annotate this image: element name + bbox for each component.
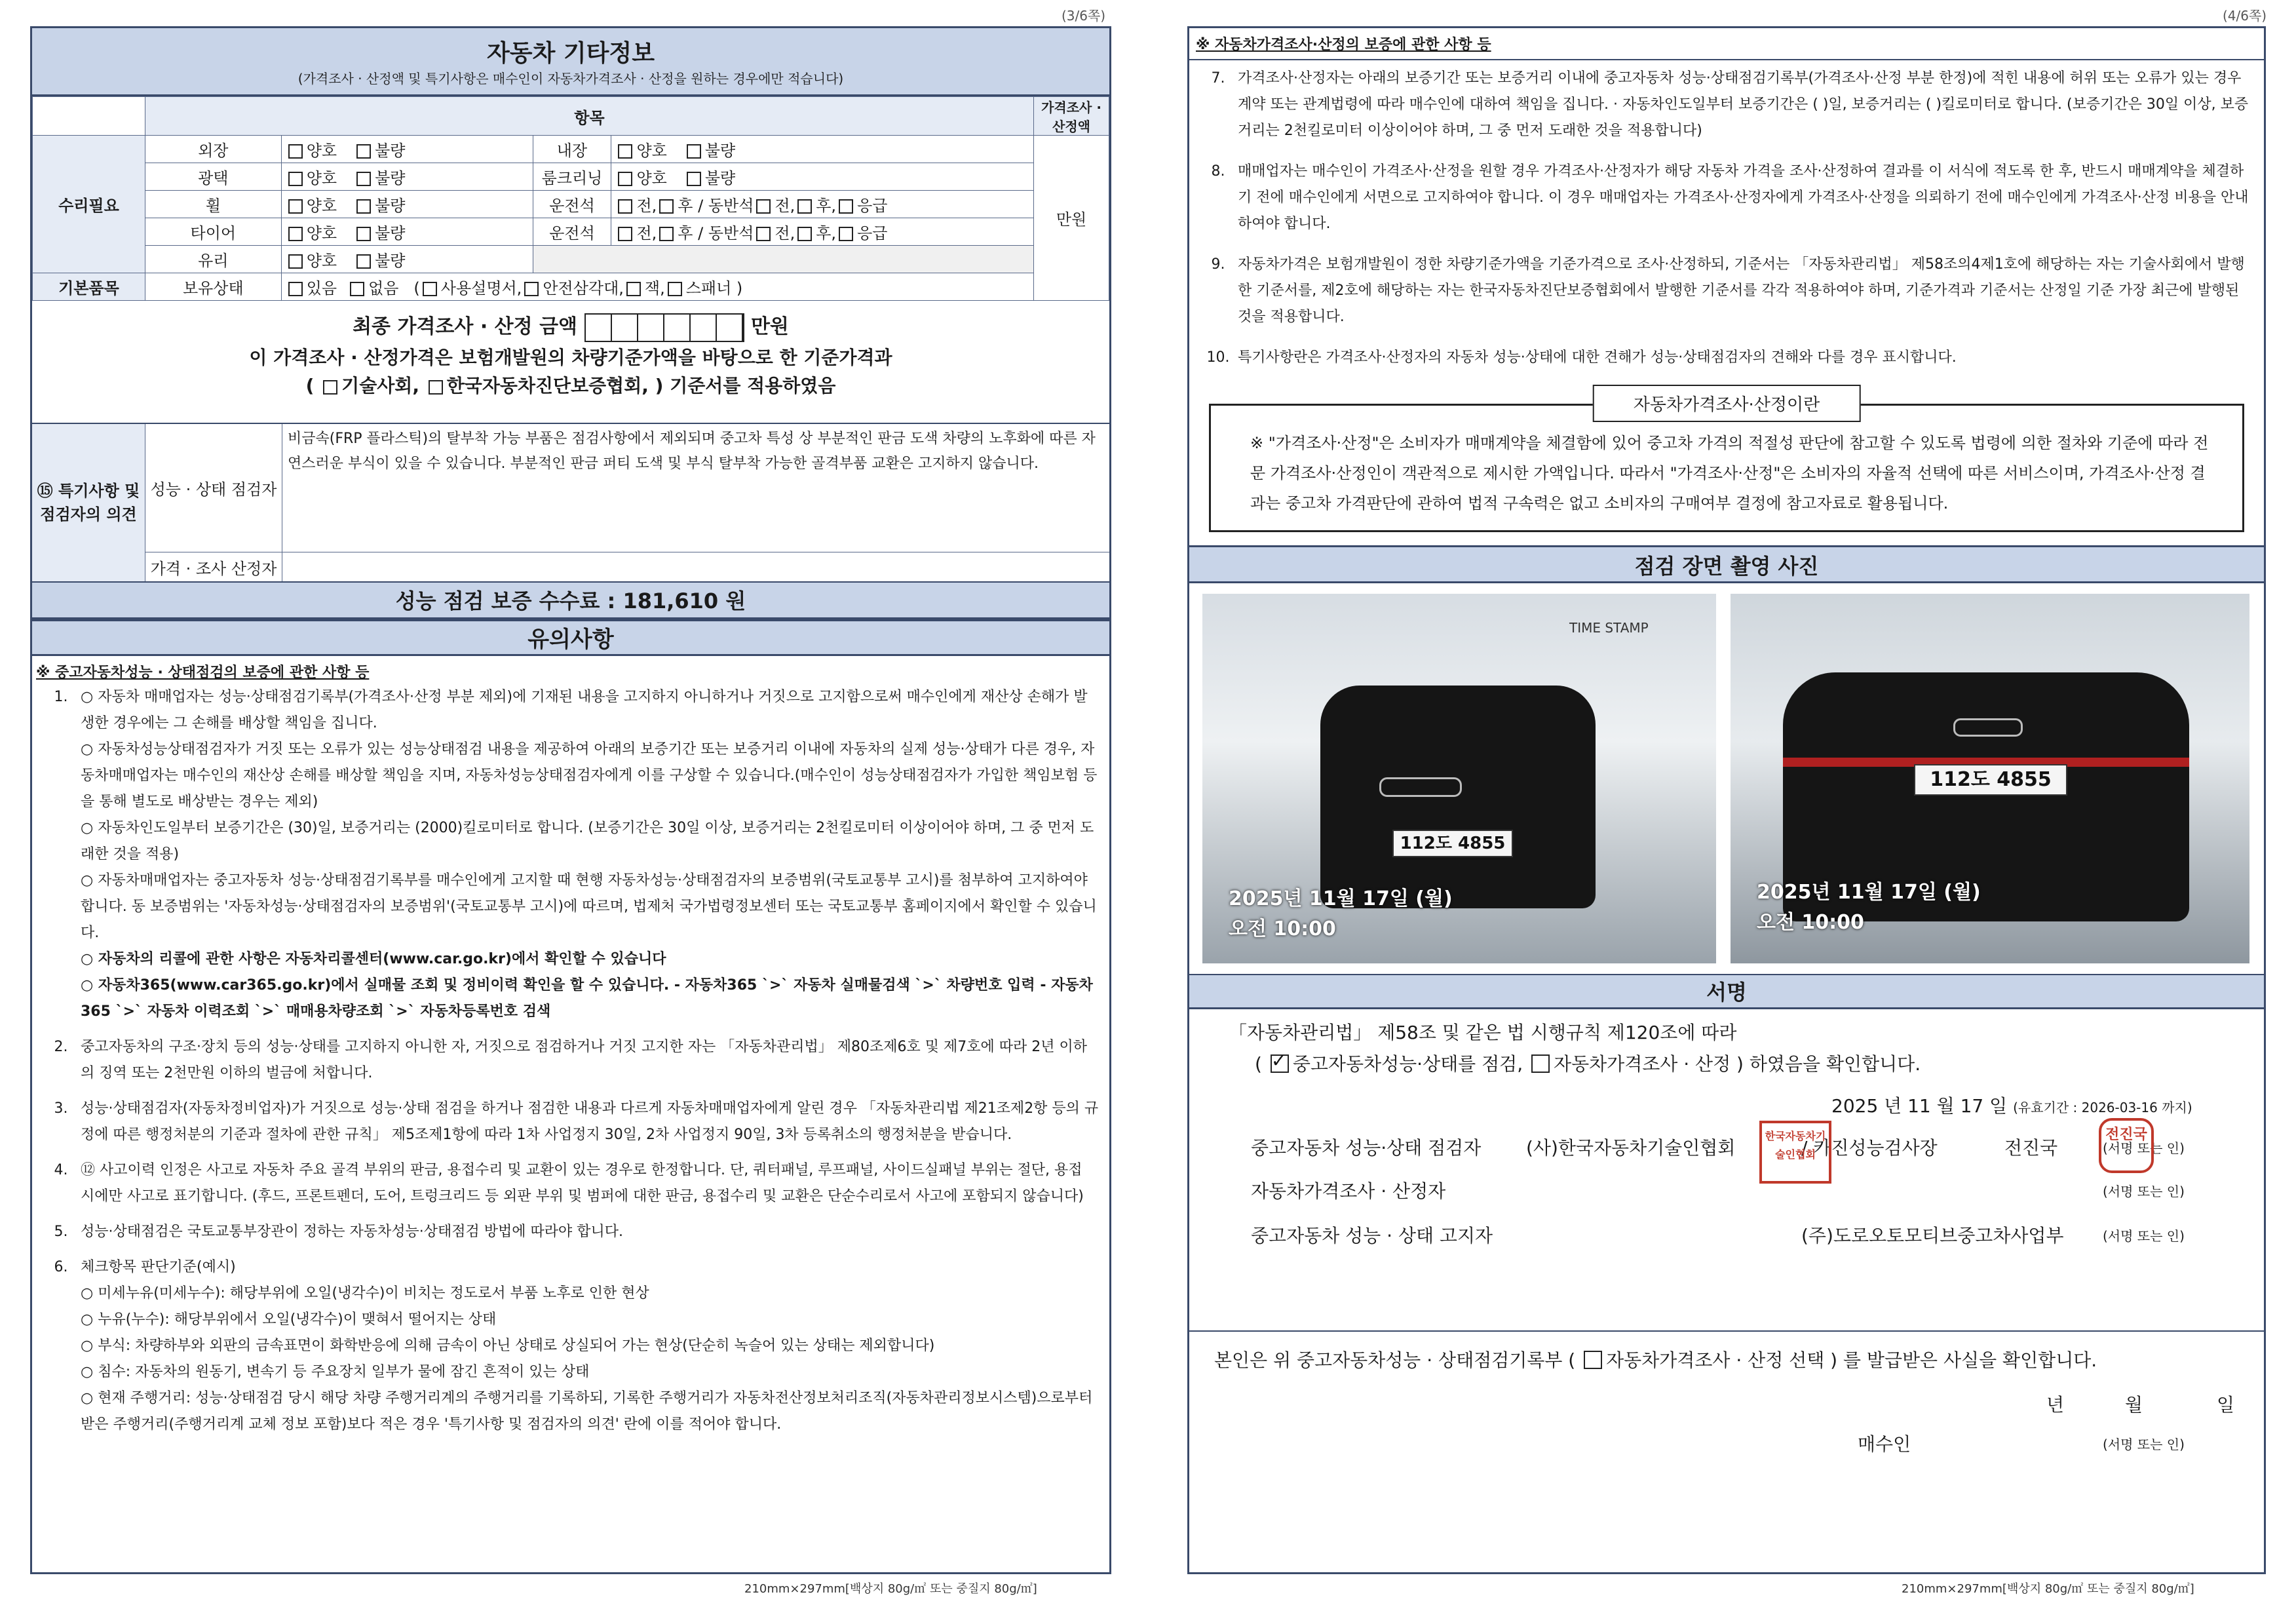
page-number-right: (4/6쪽) [2223, 8, 2267, 24]
repair-item: 외장 [145, 136, 281, 163]
time-stamp-label: TIME STAMP [1569, 620, 1649, 636]
photo-time: 오전 10:00 [1757, 911, 1864, 934]
left-page [30, 26, 1111, 1574]
note-1: 1. ○ 자동차 매매업자는 성능·상태점검기록부(가격조사·산정 부분 제외)에 기재된 내용을 고지하지 아니하거나 거짓으로 고지함으로써 매수인에게 재산상 손해가 발생한 경우에는 그 손해를 배상할 책임을 집니다. ○ 자동차성능상태점검자가 거짓 또는 오류가 있는 성능상태점검 내용을 제공하여 아래의 보증기간 또는 보증거리 이내에 자동차의 실제 성능·상태가 다른 경우, 자동차매매업자는 매수인의 재산상 손해를 배상할 책임을 지며, 자동차성능상태점검자에게 이를 구상할 수 있습니다.(매수인이 성능상태점검자가 가입한 책임보험 등을 통해 별도로 배상받는 경우는 제외) ○ 자동차인도일부터 보증기간은 (30)일, 보증거리는 (2000)킬로미터로 합니다. (보증기간은 30일 이상, 보증거리는 2천킬로미터 이상이어야 하며, 그 중 먼저 도래한 것을 적용) ○ 자동차매매업자는 중고자동차 성능·상태점검기록부를 매수인에게 고지할 때 현행 자동차성능·상태점검자의 보증범위(국토교통부 고시)를 첨부하여 고지하여야 합니다. 동 보증범위는 '자동차성능·상태점검자의 보증범위'(국토교통부 고시)에 따르며, 법제처 국가법령정보센터 또는 국토교통부 홈페이지에서 확인할 수 있습니다. ○ 자동차의 리콜에 관한 사항은 자동차리콜센터(www.car.go.kr)에서 확인할 수 있습니다 ○ 자동차365(www.car365.go.kr)에서 실매물 조회 및 정비이력 확인을 할 수 있습니다. - 자동차365 `>` 자동차 실매물검색 `>` 차량번호 입력 - 자동차365 `>` 자동차 이력조회 `>` 매매용차량조회 `>` 자동차등록번호 검색 [54, 689, 1098, 1020]
checkbox[interactable] [687, 144, 701, 159]
page-number-left: (3/6쪽) [1062, 8, 1106, 24]
front-photo [1202, 594, 1716, 963]
repair-item: 운전석 [533, 191, 611, 218]
checkbox[interactable] [288, 227, 303, 241]
photo-date: 2025년 11월 17일 (월) [1229, 887, 1453, 910]
checkbox[interactable] [356, 199, 371, 214]
receipt-month: 월 [2125, 1394, 2143, 1416]
inspector-role: 중고자동차 성능·상태 점검자 [1251, 1137, 1482, 1159]
repair-options: 양호 불량 [281, 191, 533, 218]
final-price-unit: 만원 [750, 315, 789, 338]
appraiser-role: 자동차가격조사 · 산정자 [1251, 1180, 1446, 1202]
repair-item: 내장 [533, 136, 611, 163]
page-subtitle: (가격조사 · 산정액 및 특기사항은 매수인이 자동차가격조사 · 산정을 원하는 경우에만 적습니다) [297, 71, 844, 87]
definition-title: 자동차가격조사·산정이란 [1593, 385, 1861, 422]
law-line: 「자동차관리법」 제58조 및 같은 법 시행규칙 제120조에 따라 [1229, 1022, 1737, 1043]
inspector-seal: 전진국 [2099, 1118, 2154, 1173]
inspector-opinion: 비금속(FRP 플라스틱)의 탈부착 가능 부품은 점검사항에서 제외되며 중고차 특성 상 부분적인 판금 도색 차량의 노후화에 따른 자연스러운 부식이 있을 수 있습니다. 부분적인 판금 퍼티 도색 및 부식 탈부착 가능한 골격부품 교환은 고지하지 않습니다. [288, 431, 1096, 472]
photo-area [1189, 583, 2264, 975]
repair-options: 양호 불량 [281, 218, 533, 246]
checkbox[interactable] [423, 282, 437, 296]
checkbox-performance[interactable] [1271, 1054, 1289, 1073]
checkbox[interactable] [288, 199, 303, 214]
inspector-shop: / 카진성능검사장 [1801, 1137, 1938, 1159]
checkbox[interactable] [288, 282, 303, 296]
fee-band: 성능 점검 보증 수수료 : 181,610 원 [32, 583, 1109, 619]
caution-title: 유의사항 [32, 619, 1109, 656]
sign-title: 서명 [1189, 975, 2264, 1009]
seat-options: 전, 후 / 동반석 전, 후, 응급 [611, 191, 1034, 218]
repair-options: 양호 불량 [281, 246, 533, 273]
repair-item: 휠 [145, 191, 281, 218]
price-unit: 만원 [1034, 136, 1109, 301]
right-page [1187, 26, 2266, 1574]
sign-date: 2025 년 11 월 17 일 (유효기간 : 2026-03-16 까지) [1831, 1095, 2192, 1117]
checkbox[interactable] [797, 199, 812, 214]
page-title: 자동차 기타정보 [487, 40, 655, 67]
checkbox[interactable] [524, 282, 539, 296]
note-7: 7. 가격조사·산정자는 아래의 보증기간 또는 보증거리 이내에 중고자동차 성능·상태점검기록부(가격조사·산정 부분 한정)에 적힌 내용에 허위 또는 오류가 있는 경우 계약 또는 관계법령에 따라 매수인에 대하여 책임을 집니다. · 자동차인도일부터 보증기간은 ( )일, 보증거리는 ( )킬로미터로 합니다. (보증기간은 30일 이상, 보증거리는 2천킬로미터 이상이어야 하며, 그 중 먼저 도래한 것을 적용합니다) [1211, 70, 2249, 139]
right-header: ※ 자동차가격조사·산정의 보증에 관한 사항 등 [1189, 28, 2264, 60]
checkbox[interactable] [356, 227, 371, 241]
checkbox-price[interactable] [1531, 1054, 1550, 1073]
checkbox[interactable] [618, 172, 632, 186]
footer-right: 210mm×297mm[백상지 80g/㎡ 또는 중질지 80g/㎡] [1902, 1582, 2194, 1596]
receipt-section [1189, 1332, 2264, 1489]
repair-table [32, 96, 1109, 301]
checkbox[interactable] [356, 254, 371, 269]
repair-item: 운전석 [533, 218, 611, 246]
repair-item: 타이어 [145, 218, 281, 246]
note-2: 2. 중고자동차의 구조·장치 등의 성능·상태를 고지하지 아니한 자, 거짓으로 점검하거나 거짓 고지한 자는 「자동차관리법」 제80조제6호 및 제7호에 따라 2년 이하의 징역 또는 2천만원 이하의 벌금에 처합니다. [54, 1039, 1087, 1081]
repair-options: 양호 불량 [281, 163, 533, 191]
repair-item: 유리 [145, 246, 281, 273]
checkbox[interactable] [797, 227, 812, 241]
special-label: ⑮ 특기사항 및 점검자의 의견 [32, 424, 145, 581]
checkbox[interactable] [618, 199, 632, 214]
checkbox[interactable] [288, 144, 303, 159]
checkbox[interactable] [687, 172, 701, 186]
checkbox[interactable] [839, 199, 853, 214]
inspector-label: 성능 · 상태 점검자 [145, 424, 282, 552]
checkbox[interactable] [618, 144, 632, 159]
sig-note: (서명 또는 인) [2103, 1140, 2185, 1156]
receipt-day: 일 [2217, 1394, 2235, 1416]
photo-time: 오전 10:00 [1229, 918, 1336, 940]
checkbox[interactable] [659, 227, 674, 241]
license-plate: 112도 4855 [1914, 764, 2067, 796]
checkbox[interactable] [756, 199, 771, 214]
checkbox[interactable] [756, 227, 771, 241]
price-definition-box [1209, 395, 2244, 532]
note-5: 5. 성능·상태점검은 국토교통부장관이 정하는 자동차성능·상태점검 방법에 따라야 합니다. [54, 1224, 624, 1240]
notifier-role: 중고자동차 성능 · 상태 고지자 [1251, 1225, 1493, 1247]
basic-options: 있음 없음 ( 사용설명서, 안전삼각대, 잭, 스패너 ) [281, 273, 1033, 301]
repair-options: 양호 불량 [281, 136, 533, 163]
checkbox[interactable] [839, 227, 853, 241]
checkbox-price-select[interactable] [1584, 1351, 1602, 1369]
repair-item: 광택 [145, 163, 281, 191]
sig-note: (서명 또는 인) [2103, 1228, 2185, 1244]
seat-options: 전, 후 / 동반석 전, 후, 응급 [611, 218, 1034, 246]
note-6: 6. 체크항목 판단기준(예시) ○ 미세누유(미세누수): 해당부위에 오일(냉각수)이 비치는 정도로서 부품 노후로 인한 현상 ○ 누유(누수): 해당부위에서 오일(냉각수)이 맺혀서 떨어지는 상태 ○ 부식: 차량하부와 외판의 금속표면이 화학반응에 의해 금속이 아닌 상태로 상실되어 가는 현상(단순히 녹슬어 있는 상태는 제외합니다) ○ 침수: 자동차의 원동기, 변속기 등 주요장치 일부가 물에 잠긴 흔적이 있는 상태 ○ 현재 주행거리: 성능·상태점검 당시 해당 차량 주행거리계의 주행거리를 기록하되, 기록한 주행거리가 자동차전산정보처리조직(자동차관리정보시스템)으로부터 받은 주행거리(주행거리계 교체 정보 포함)보다 적은 경우 '특기사항 및 점검자의 의견' 란에 이를 적어야 합니다. [54, 1259, 1093, 1433]
note-4: 4. ⑫ 사고이력 인정은 사고로 자동차 주요 골격 부위의 판금, 용접수리 및 교환이 있는 경우로 한정합니다. 단, 쿼터패널, 루프패널, 사이드실패널 부위는 절단, 용접 시에만 사고로 표기합니다. (후드, 프론트펜더, 도어, 트렁크리드 등 외판 부위 및 범퍼에 대한 판금, 용접수리 및 교환은 단순수리로서 사고에 포함되지 않습니다) [54, 1162, 1084, 1205]
footer-left: 210mm×297mm[백상지 80g/㎡ 또는 중질지 80g/㎡] [744, 1582, 1037, 1596]
checkbox[interactable] [288, 254, 303, 269]
checkbox-diag-assoc[interactable] [429, 380, 443, 395]
rear-photo [1731, 594, 2249, 963]
price-notes [1189, 60, 2264, 371]
repair-label: 수리필요 [33, 136, 145, 273]
notifier-org: (주)도로오토모티브중고차사업부 [1801, 1225, 2064, 1247]
checkbox[interactable] [356, 172, 371, 186]
inspector-org: (사)한국자동차기술인협회 [1526, 1137, 1736, 1159]
car-logo [1953, 718, 2023, 737]
photo-date: 2025년 11월 17일 (월) [1757, 881, 1981, 904]
receipt-line: 본인은 위 중고자동차성능 · 상태점검기록부 ( 자동차가격조사 · 산정 선택 ) 를 발급받은 사실을 확인합니다. [1214, 1349, 2097, 1371]
law-options: ( ✓중고자동차성능·상태를 점검, 자동차가격조사 · 산정 ) 하였음을 확인합니다. [1255, 1050, 1921, 1076]
special-notes-section [32, 424, 1109, 583]
photo-title: 점검 장면 촬영 사진 [1189, 545, 2264, 583]
basic-item: 보유상태 [145, 273, 281, 301]
sig-note: (서명 또는 인) [2103, 1437, 2185, 1452]
checkbox[interactable] [350, 282, 364, 296]
checkbox[interactable] [626, 282, 641, 296]
signature-section [1189, 1009, 2264, 1332]
note-8: 8. 매매업자는 매수인이 가격조사·산정을 원할 경우 가격조사·산정자가 해당 자동차 가격을 조사·산정하여 결과를 이 서식에 적도록 한 후, 반드시 매매계약을 체결하기 전에 매수인에게 서면으로 고지하여야 합니다. 이 경우 매매업자는 가격조사·산정자에게 가격조사·산정을 의뢰하기 전에 매수인에게 가격조사·산정 비용을 안내하여야 합니다. [1211, 163, 2249, 232]
caution-subtitle: ※ 중고자동차성능 · 상태점검의 보증에 관한 사항 등 [36, 665, 370, 681]
inspector-name: 전진국 [2004, 1137, 2058, 1159]
checkbox-tech-society[interactable] [323, 380, 337, 395]
checkbox[interactable] [288, 172, 303, 186]
checkbox[interactable] [618, 227, 632, 241]
receipt-year: 년 [2046, 1394, 2065, 1416]
note-9: 9. 자동차가격은 보험개발원이 정한 차량기준가액을 기준가격으로 조사·산정하되, 기준서는 「자동차관리법」 제58조의4제1호에 해당하는 자는 기술사회에서 발행한 기준서를, 제2호에 해당하는 자는 한국자동차진단보증협회에서 발행한 기준서를 각각 적용하여야 하며, 기준가격과 기준서는 산정일 기준 가장 최근에 발행된 것을 적용합니다. [1211, 256, 2245, 325]
repair-item: 룸크리닝 [533, 163, 611, 191]
checkbox[interactable] [668, 282, 682, 296]
definition-text: ※ "가격조사·산정"은 소비자가 매매계약을 체결함에 있어 중고차 가격의 적절성 판단에 참고할 수 있도록 법령에 의한 절차와 기준에 따라 전문 가격조사·산정인이 객관적으로 제시한 가액입니다. 따라서 "가격조사·산정"은 소비자의 자율적 선택에 따른 서비스이며, 가격조사·산정 결과는 중고차 가격판단에 관하여 법적 구속력은 없고 소비자의 구매여부 결정에 참고자료로 활용됩니다. [1250, 434, 2209, 512]
appraiser-opinion[interactable] [282, 552, 1109, 581]
table-header: 항목 [145, 97, 1033, 136]
car-front [1320, 686, 1596, 908]
checkbox[interactable] [659, 199, 674, 214]
buyer-label: 매수인 [1858, 1433, 1911, 1455]
license-plate: 112도 4855 [1392, 830, 1513, 857]
caution-notes [32, 684, 1109, 1438]
basic-label: 기본품목 [33, 273, 145, 301]
appraiser-label: 가격 · 조사 산정자 [145, 552, 282, 581]
final-price-boxes[interactable] [584, 313, 744, 342]
sig-note: (서명 또는 인) [2103, 1184, 2185, 1199]
note-3: 3. 성능·상태점검자(자동차정비업자)가 거짓으로 성능·상태 점검을 하거나 점검한 내용과 다르게 자동차매매업자에게 알린 경우 「자동차관리법 제21조제2항 등의 규정에 따른 행정처분의 기준과 절차에 관한 규칙」 제5조제1항에 따라 1차 사업정지 30일, 2차 사업정지 90일, 3차 등록취소의 행정처분을 받습니다. [54, 1100, 1099, 1143]
org-seal: 한국자동차기술인협회 [1759, 1121, 1831, 1184]
standard-line-1: 이 가격조사 · 산정가격은 보험개발원의 차량기준가액을 바탕으로 한 기준가격과 [249, 347, 892, 368]
title-band [32, 28, 1109, 96]
final-price-label: 최종 가격조사 · 산정 금액 [353, 315, 578, 338]
note-10: 10. 특기사항란은 가격조사·산정자의 자동차 성능·상태에 대한 견해가 성능·상태점검자의 견해와 다를 경우 표시합니다. [1206, 349, 1957, 366]
car-logo [1379, 777, 1462, 797]
price-col-header: 가격조사 · 산정액 [1034, 97, 1109, 136]
checkbox[interactable] [356, 144, 371, 159]
final-price-section: 최종 가격조사 · 산정 금액 만원 이 가격조사 · 산정가격은 보험개발원의 차량기준가액을 바탕으로 한 기준가격과 ( 기술사회, 한국자동차진단보증협회, ) 기준서를 적용하였음 [32, 301, 1109, 424]
repair-options: 양호 불량 [611, 136, 1034, 163]
repair-options: 양호 불량 [611, 163, 1034, 191]
